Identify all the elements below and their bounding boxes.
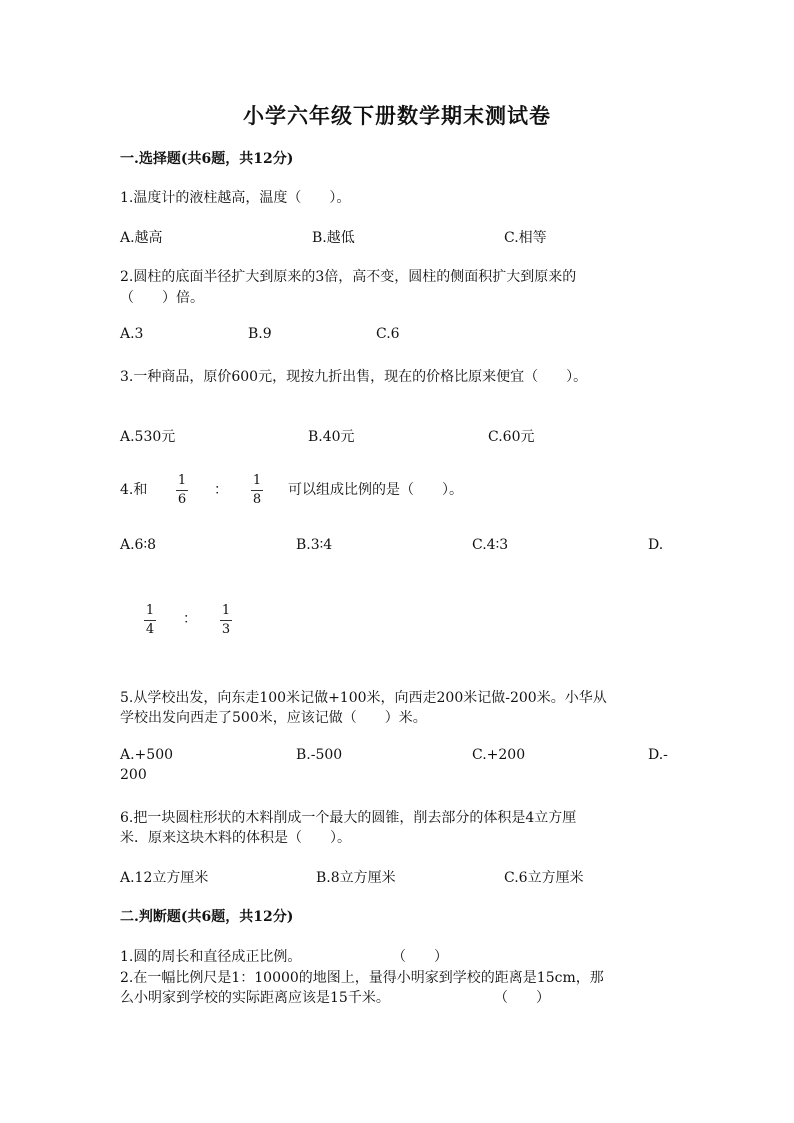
question-4-option-b[interactable]: B.3∶4 xyxy=(296,537,333,553)
question-6-option-c[interactable]: C.6立方厘米 xyxy=(504,870,584,886)
question-4-colon: ： xyxy=(214,482,228,498)
question-2-option-a[interactable]: A.3 xyxy=(120,326,144,342)
question-2-option-b[interactable]: B.9 xyxy=(248,326,272,342)
question-5-option-d-continued: 200 xyxy=(120,767,147,783)
question-4-option-d-fraction-a xyxy=(143,603,157,638)
judgment-2-answer-paren[interactable]: （ ） xyxy=(494,990,550,1006)
question-1-option-a[interactable]: A.越高 xyxy=(120,230,163,246)
fraction-numerator: 1 xyxy=(221,603,231,618)
fraction-numerator: 1 xyxy=(252,473,262,488)
question-5-line-2: 学校出发向西走了500米，应该记做（ ）米。 xyxy=(120,710,427,726)
question-3-text: 3.一种商品，原价600元，现按九折出售，现在的价格比原来便宜（ ）。 xyxy=(120,369,588,385)
question-5-option-a[interactable]: A.+500 xyxy=(120,747,174,763)
question-3-option-a[interactable]: A.530元 xyxy=(120,429,176,445)
question-1-option-b[interactable]: B.越低 xyxy=(312,230,355,246)
question-5-option-c[interactable]: C.+200 xyxy=(472,747,526,763)
section-title-choice: 一.选择题(共6题，共12分) xyxy=(120,151,294,167)
page-title: 小学六年级下册数学期末测试卷 xyxy=(243,103,551,128)
question-6-line-1: 6.把一块圆柱形状的木料削成一个最大的圆锥，削去部分的体积是4立方厘 xyxy=(120,810,577,826)
question-4-fraction-a xyxy=(175,473,189,508)
question-4-suffix: 可以组成比例的是（ ）。 xyxy=(288,482,463,498)
question-2-line-2: （ ）倍。 xyxy=(120,290,204,306)
question-4-fraction-b xyxy=(250,473,264,508)
fraction-numerator: 1 xyxy=(145,603,155,618)
question-1-text: 1.温度计的液柱越高，温度（ ）。 xyxy=(120,190,351,206)
question-2-option-c[interactable]: C.6 xyxy=(376,326,400,342)
question-4-option-d-fraction-b xyxy=(219,603,233,638)
question-4-option-d-colon: ： xyxy=(183,611,197,627)
judgment-1-text: 1.圆的周长和直径成正比例。 xyxy=(120,949,302,965)
fraction-denominator: 3 xyxy=(221,622,231,637)
judgment-1-answer-paren[interactable]: （ ） xyxy=(392,949,448,965)
judgment-2-line-1: 2.在一幅比例尺是1：10000的地图上，量得小明家到学校的距离是15cm，那 xyxy=(120,970,604,986)
fraction-denominator: 4 xyxy=(145,622,155,637)
question-5-line-1: 5.从学校出发，向东走100米记做+100米，向西走200米记做-200米。小华从 xyxy=(120,690,607,706)
question-4-option-a[interactable]: A.6∶8 xyxy=(120,537,157,553)
question-4-prefix: 4.和 xyxy=(120,482,148,498)
question-5-option-d[interactable]: D.- xyxy=(648,747,668,763)
question-3-option-b[interactable]: B.40元 xyxy=(308,429,355,445)
fraction-denominator: 6 xyxy=(177,492,187,507)
judgment-2-line-2: 么小明家到学校的实际距离应该是15千米。 xyxy=(120,990,390,1006)
question-6-line-2: 米．原来这块木料的体积是（ ）。 xyxy=(120,830,351,846)
fraction-bar xyxy=(251,490,263,491)
fraction-bar xyxy=(220,620,232,621)
question-4-option-c[interactable]: C.4∶3 xyxy=(472,537,509,553)
fraction-bar xyxy=(144,620,156,621)
question-1-option-c[interactable]: C.相等 xyxy=(504,230,547,246)
question-6-option-a[interactable]: A.12立方厘米 xyxy=(120,870,209,886)
question-5-option-b[interactable]: B.-500 xyxy=(296,747,343,763)
fraction-bar xyxy=(176,490,188,491)
fraction-denominator: 8 xyxy=(252,492,262,507)
question-2-line-1: 2.圆柱的底面半径扩大到原来的3倍，高不变，圆柱的侧面积扩大到原来的 xyxy=(120,269,577,285)
section-title-judgment: 二.判断题(共6题，共12分) xyxy=(120,909,294,925)
question-6-option-b[interactable]: B.8立方厘米 xyxy=(316,870,396,886)
question-3-option-c[interactable]: C.60元 xyxy=(488,429,535,445)
question-4-option-d[interactable]: D. xyxy=(648,537,664,553)
fraction-numerator: 1 xyxy=(177,473,187,488)
